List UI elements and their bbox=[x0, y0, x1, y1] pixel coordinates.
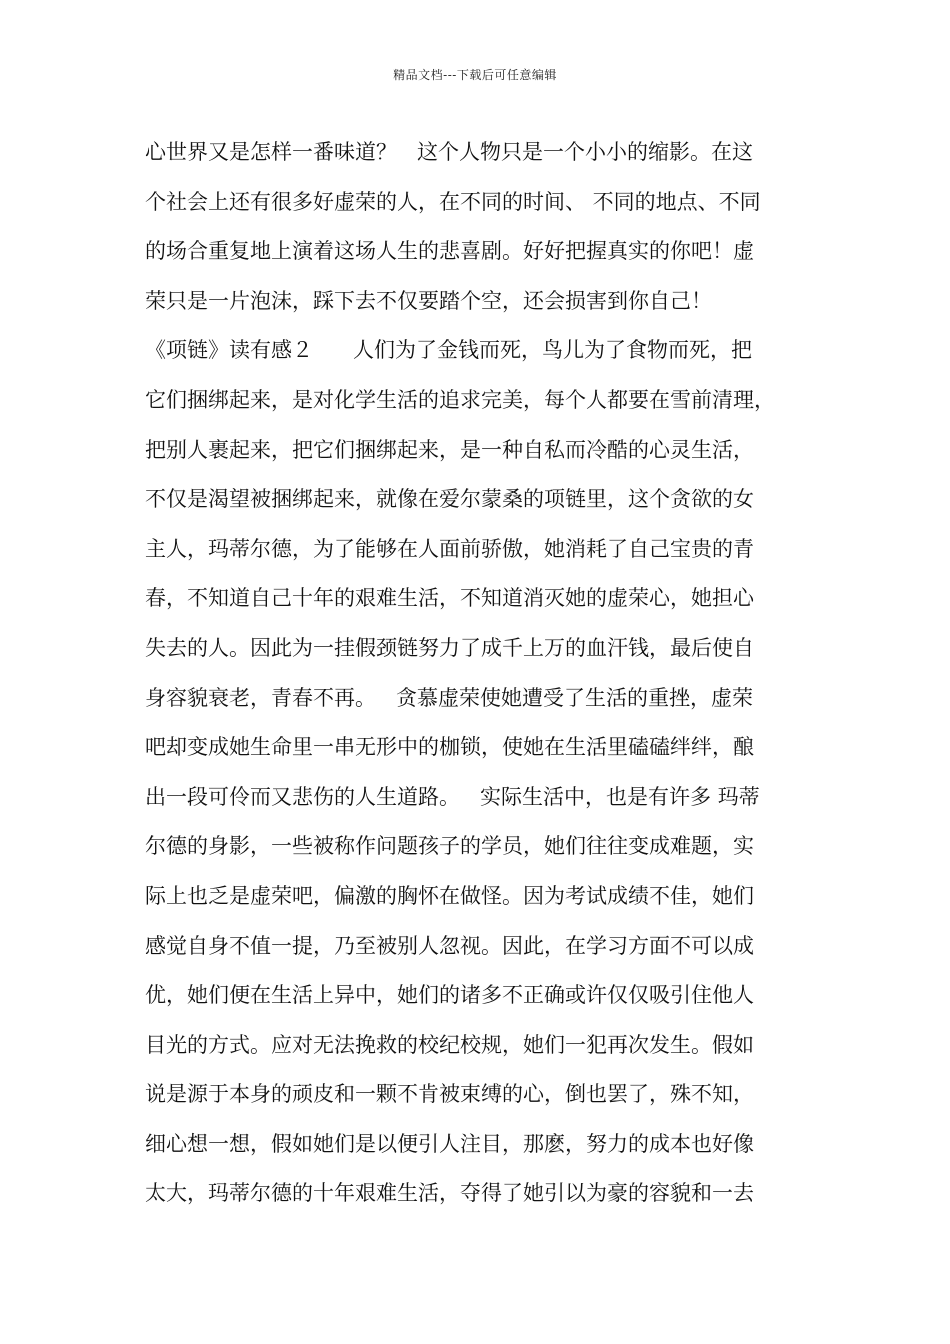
text-line: 感觉自身不值一提，乃至被别人忽视。因此，在学习方面不可以成 bbox=[145, 933, 754, 958]
text-line: 春，不知道自己十年的艰难生活，不知道消灭她的虚荣心，她担心 bbox=[145, 586, 754, 611]
text-line: 尔德的身影，一些被称作问题孩子的学员，她们往往变成难题，实 bbox=[145, 834, 754, 859]
text-line: 主人，玛蒂尔德，为了能够在人面前骄傲，她消耗了自己宝贵的青 bbox=[145, 536, 754, 561]
text-line: 优，她们便在生活上异中，她们的诸多不正确或许仅仅吸引住他人 bbox=[145, 983, 754, 1008]
text-line: 不仅是渴望被捆绑起来，就像在爱尔蒙桑的项链里，这个贪欲的女 bbox=[145, 487, 754, 512]
text-line: 把别人裹起来，把它们捆绑起来，是一种自私而冷酷的心灵生活， bbox=[145, 437, 754, 462]
text-line: 失去的人。因此为一挂假颈链努力了成千上万的血汗钱，最后使自 bbox=[145, 635, 754, 660]
page-header: 精品文档---下载后可任意编辑 bbox=[393, 68, 557, 82]
text-line: 的场合重复地上演着这场人生的悲喜剧。好好把握真实的你吧！虚 bbox=[145, 239, 754, 264]
text-line: 《项链》读有感２ 人们为了金钱而死，鸟儿为了食物而死，把 bbox=[145, 338, 753, 363]
text-line: 说是源于本身的顽皮和一颗不肯被束缚的心，倒也罢了，殊不知， bbox=[145, 1082, 754, 1107]
text-line: 个社会上还有很多好虚荣的人，在不同的时间、 不同的地点、不同 bbox=[145, 189, 761, 214]
text-line: 它们捆绑起来，是对化学生活的追求完美，每个人都要在雪前清理， bbox=[145, 387, 775, 412]
text-line: 出一段可伶而又悲伤的人生道路。 实际生活中，也是有许多 玛蒂 bbox=[145, 784, 760, 809]
text-line: 际上也乏是虚荣吧，偏激的胸怀在做怪。因为考试成绩不佳，她们 bbox=[145, 883, 754, 908]
body-text bbox=[145, 132, 825, 1223]
text-line: 细心想一想，假如她们是以便引人注目，那麽，努力的成本也好像 bbox=[145, 1131, 754, 1156]
text-line: 身容貌衰老，青春不再。 贪慕虚荣使她遭受了生活的重挫，虚荣 bbox=[145, 685, 754, 710]
text-line: 目光的方式。应对无法挽救的校纪校规，她们一犯再次发生。假如 bbox=[145, 1032, 754, 1057]
text-line: 吧却变成她生命里一串无形中的枷锁，使她在生活里磕磕绊绊，酿 bbox=[145, 735, 754, 760]
text-line: 心世界又是怎样一番味道？ 这个人物只是一个小小的缩影。在这 bbox=[145, 140, 754, 164]
text-line: 太大，玛蒂尔德的十年艰难生活，夺得了她引以为豪的容貌和一去 bbox=[145, 1181, 754, 1206]
text-line: 荣只是一片泡沫，踩下去不仅要踏个空，还会损害到你自己！ bbox=[145, 288, 712, 313]
